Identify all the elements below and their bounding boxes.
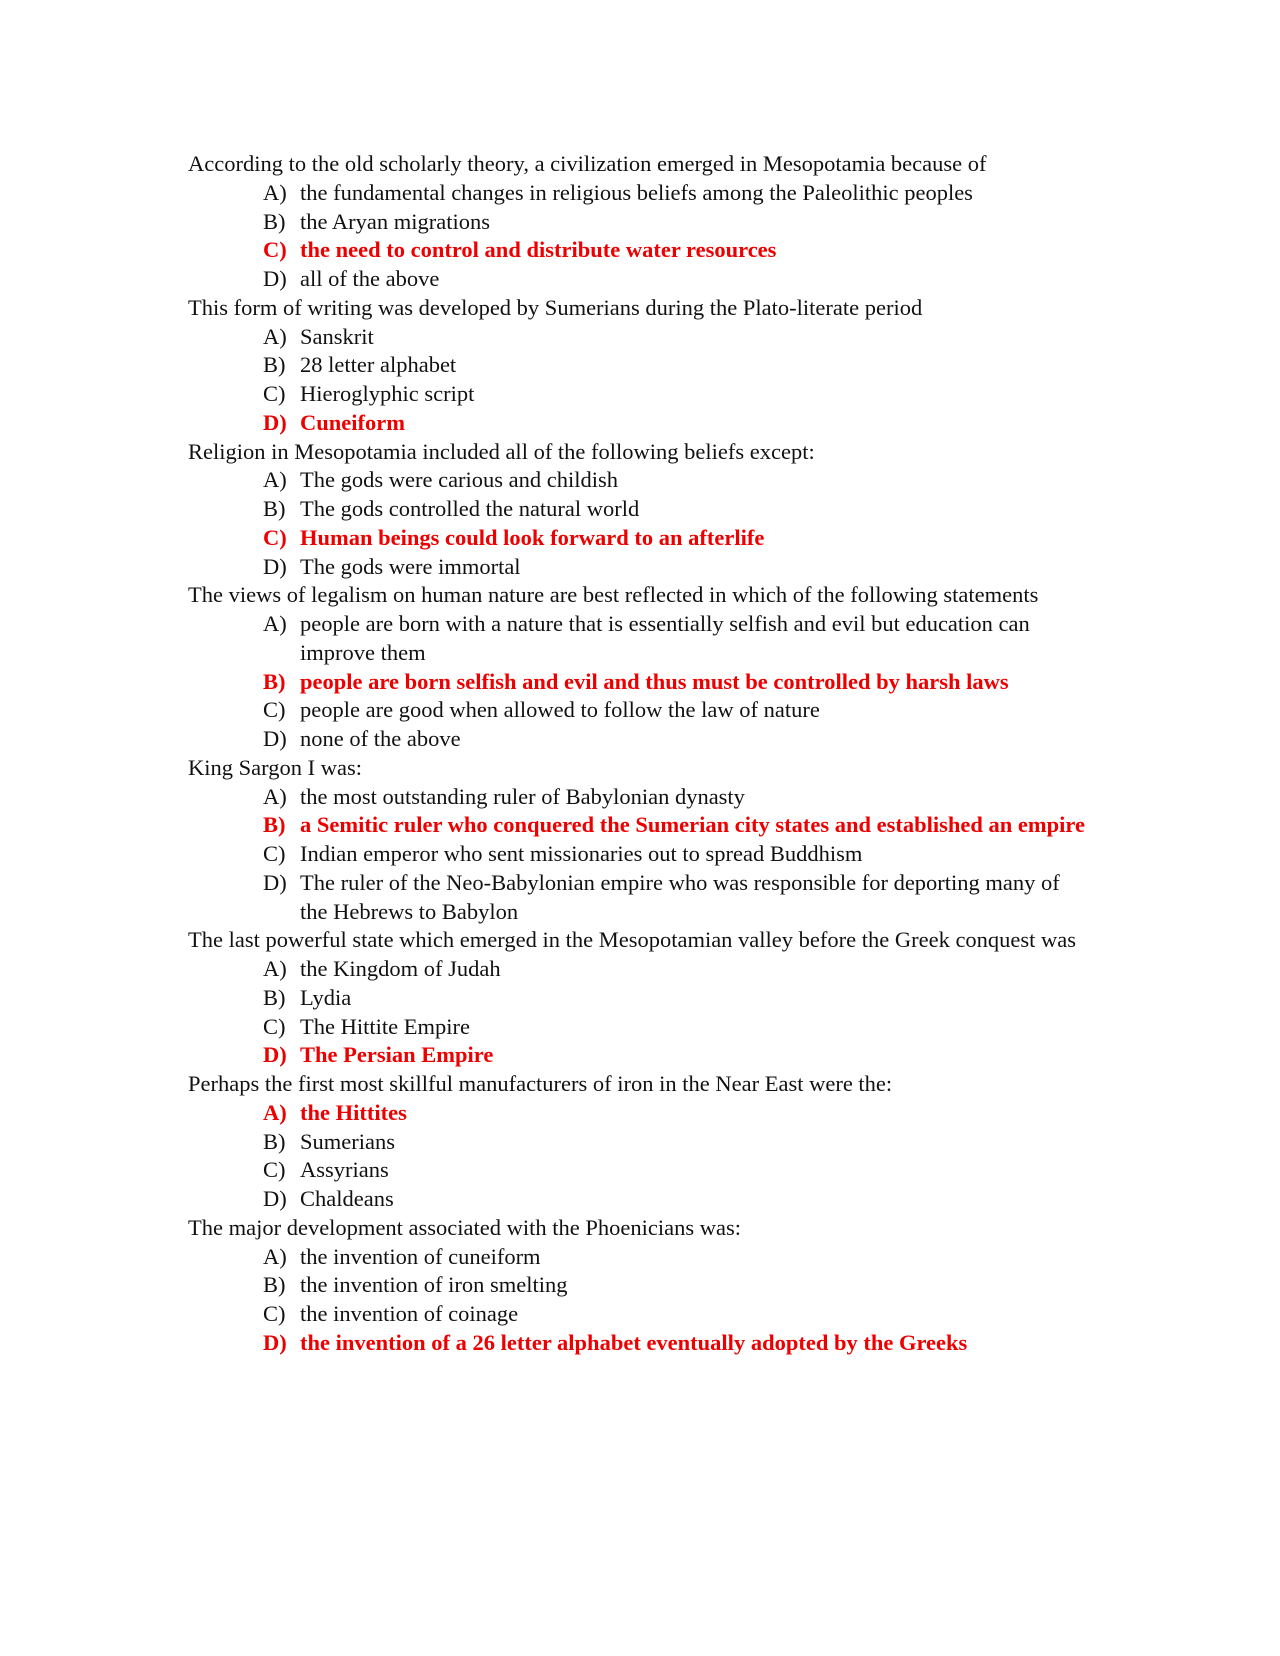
option-b bbox=[188, 1271, 1088, 1300]
option-letter: A) bbox=[263, 1243, 287, 1269]
option-letter: D) bbox=[263, 726, 287, 751]
option-list bbox=[188, 323, 1088, 438]
option-text: the need to control and distribute water resources bbox=[300, 237, 777, 263]
option-text: Cuneiform bbox=[300, 409, 405, 435]
option-text: Sanskrit bbox=[300, 323, 374, 349]
question-5 bbox=[188, 754, 1088, 927]
option-a bbox=[188, 466, 1088, 495]
option-letter: D) bbox=[263, 869, 287, 895]
option-text: the invention of iron smelting bbox=[300, 1272, 568, 1298]
option-d bbox=[188, 1329, 1088, 1358]
option-c bbox=[188, 1013, 1088, 1042]
option-letter: A) bbox=[263, 1099, 287, 1125]
option-letter: D) bbox=[263, 553, 287, 579]
option-a bbox=[188, 783, 1088, 812]
option-letter: B) bbox=[263, 496, 286, 521]
option-letter: C) bbox=[263, 841, 286, 866]
question-text: According to the old scholarly theory, a civilization emerged in Mesopotamia because of bbox=[188, 151, 987, 176]
option-list bbox=[188, 466, 1088, 581]
option-text: Chaldeans bbox=[300, 1186, 394, 1211]
question-1 bbox=[188, 150, 1088, 294]
option-d bbox=[188, 1041, 1088, 1070]
option-letter: B) bbox=[263, 352, 286, 378]
option-c bbox=[188, 1300, 1088, 1329]
option-letter: A) bbox=[263, 179, 287, 205]
question-3 bbox=[188, 438, 1088, 582]
option-letter: C) bbox=[263, 524, 287, 550]
option-text: the Kingdom of Judah bbox=[300, 956, 501, 981]
option-c bbox=[188, 1156, 1088, 1185]
option-text: none of the above bbox=[300, 726, 461, 751]
option-text: The gods were immortal bbox=[300, 553, 521, 579]
question-2 bbox=[188, 294, 1088, 438]
option-letter: C) bbox=[263, 697, 286, 723]
option-letter: B) bbox=[263, 1272, 286, 1298]
option-b bbox=[188, 208, 1088, 237]
option-text: the invention of cuneiform bbox=[300, 1243, 541, 1269]
option-list bbox=[188, 1243, 1088, 1358]
option-text: the invention of coinage bbox=[300, 1301, 519, 1326]
question-4 bbox=[188, 581, 1088, 754]
question-text: The last powerful state which emerged in the Mesopotamian valley before the Greek conquest was bbox=[188, 927, 1077, 953]
option-d bbox=[188, 553, 1088, 582]
option-d bbox=[188, 725, 1088, 754]
option-a bbox=[188, 179, 1088, 208]
option-text: The gods controlled the natural world bbox=[300, 496, 640, 521]
option-b bbox=[188, 668, 1088, 697]
option-letter: B) bbox=[263, 984, 286, 1010]
option-text: Sumerians bbox=[300, 1128, 395, 1154]
option-letter: C) bbox=[263, 237, 287, 263]
option-letter: B) bbox=[263, 208, 286, 234]
option-text: all of the above bbox=[300, 266, 440, 291]
option-letter: C) bbox=[263, 1013, 286, 1039]
option-d bbox=[188, 409, 1088, 438]
option-letter: B) bbox=[263, 1128, 286, 1154]
option-a bbox=[188, 1099, 1088, 1128]
option-c bbox=[188, 524, 1088, 553]
option-text: the Hittites bbox=[300, 1099, 407, 1125]
option-d bbox=[188, 869, 1088, 927]
option-text: The ruler of the Neo-Babylonian empire who was responsible for deporting many of the Hebrews to Babylon bbox=[300, 869, 1060, 924]
option-list bbox=[188, 179, 1088, 294]
question-text: Perhaps the first most skillful manufacturers of iron in the Near East were the: bbox=[188, 1071, 893, 1096]
option-c bbox=[188, 840, 1088, 869]
option-text: the Aryan migrations bbox=[300, 208, 490, 234]
option-text: the most outstanding ruler of Babylonian dynasty bbox=[300, 783, 745, 809]
option-letter: D) bbox=[263, 1329, 287, 1355]
option-c bbox=[188, 696, 1088, 725]
option-text: The gods were carious and childish bbox=[300, 467, 619, 493]
question-text: King Sargon I was: bbox=[188, 754, 362, 780]
question-text: The major development associated with the Phoenicians was: bbox=[188, 1214, 741, 1240]
option-text: Assyrians bbox=[300, 1157, 389, 1183]
option-text: a Semitic ruler who conquered the Sumerian city states and established an empire bbox=[300, 812, 1085, 838]
option-text: the fundamental changes in religious beliefs among the Paleolithic peoples bbox=[300, 179, 973, 205]
option-list bbox=[188, 955, 1088, 1070]
option-letter: D) bbox=[263, 266, 287, 291]
option-letter: A) bbox=[263, 956, 287, 981]
option-a bbox=[188, 323, 1088, 352]
question-text: Religion in Mesopotamia included all of the following beliefs except: bbox=[188, 438, 815, 464]
option-text: Human beings could look forward to an afterlife bbox=[300, 524, 765, 550]
option-b bbox=[188, 984, 1088, 1013]
option-letter: B) bbox=[263, 668, 286, 694]
option-letter: C) bbox=[263, 1301, 286, 1326]
option-text: Lydia bbox=[300, 984, 352, 1010]
question-text: The views of legalism on human nature are best reflected in which of the following statements bbox=[188, 582, 1039, 608]
option-letter: D) bbox=[263, 409, 287, 435]
option-c bbox=[188, 236, 1088, 265]
option-d bbox=[188, 1185, 1088, 1214]
option-letter: C) bbox=[263, 381, 286, 406]
question-text: This form of writing was developed by Sumerians during the Plato-literate period bbox=[188, 294, 923, 320]
question-8 bbox=[188, 1214, 1088, 1358]
option-b bbox=[188, 811, 1088, 840]
option-letter: A) bbox=[263, 783, 287, 809]
option-text: The Persian Empire bbox=[300, 1042, 494, 1068]
option-list bbox=[188, 783, 1088, 927]
option-list bbox=[188, 610, 1088, 754]
option-text: people are good when allowed to follow the law of nature bbox=[300, 697, 820, 723]
option-b bbox=[188, 495, 1088, 524]
option-text: the invention of a 26 letter alphabet eventually adopted by the Greeks bbox=[300, 1329, 968, 1355]
option-a bbox=[188, 955, 1088, 984]
option-c bbox=[188, 380, 1088, 409]
option-letter: D) bbox=[263, 1042, 287, 1068]
question-6 bbox=[188, 926, 1088, 1070]
quiz-content bbox=[188, 150, 1088, 1358]
option-d bbox=[188, 265, 1088, 294]
option-a bbox=[188, 610, 1088, 668]
option-letter: A) bbox=[263, 467, 287, 493]
option-text: 28 letter alphabet bbox=[300, 352, 457, 378]
question-7 bbox=[188, 1070, 1088, 1214]
option-letter: D) bbox=[263, 1186, 287, 1211]
option-b bbox=[188, 1128, 1088, 1157]
option-text: The Hittite Empire bbox=[300, 1013, 470, 1039]
option-text: people are born with a nature that is essentially selfish and evil but education can improve them bbox=[300, 611, 1030, 665]
option-list bbox=[188, 1099, 1088, 1214]
option-text: Indian emperor who sent missionaries out to spread Buddhism bbox=[300, 841, 863, 866]
option-b bbox=[188, 351, 1088, 380]
option-a bbox=[188, 1243, 1088, 1272]
option-letter: C) bbox=[263, 1157, 286, 1183]
option-text: Hieroglyphic script bbox=[300, 381, 475, 406]
option-letter: A) bbox=[263, 611, 287, 636]
option-text: people are born selfish and evil and thus must be controlled by harsh laws bbox=[300, 668, 1009, 694]
option-letter: A) bbox=[263, 323, 287, 349]
option-letter: B) bbox=[263, 812, 286, 838]
